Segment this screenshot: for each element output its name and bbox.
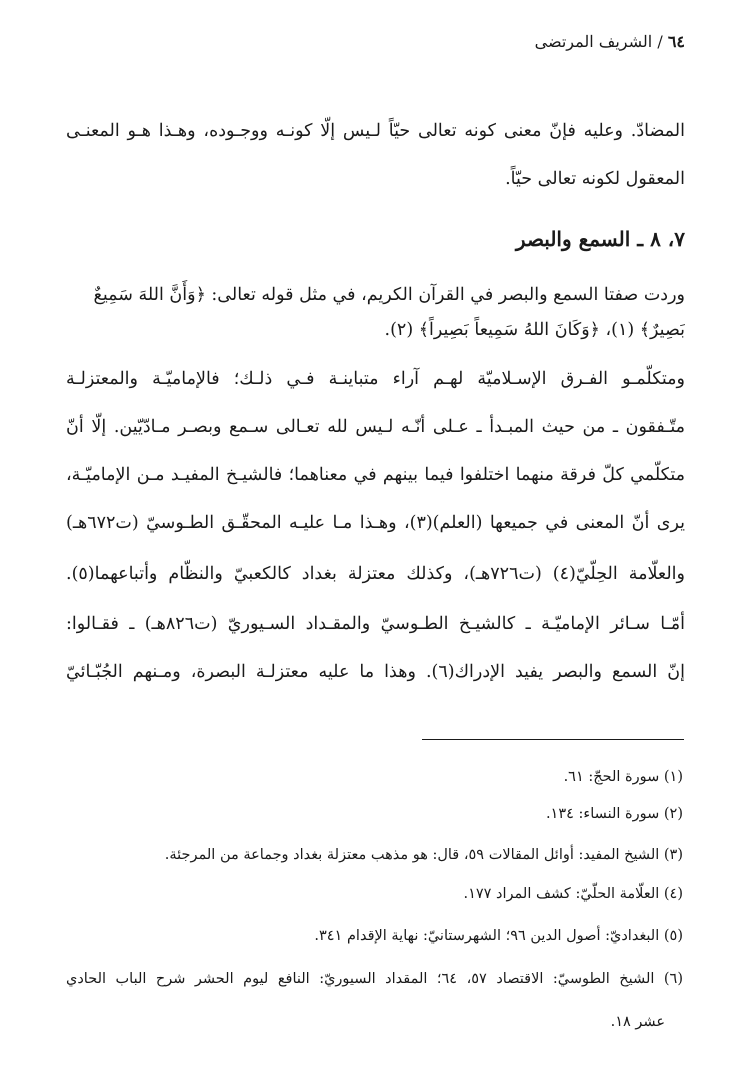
body-line: متكلّمي كلّ فرقة منهما اختلفوا فيما بينهم في معناهما؛ فالشيـخ المفيـد مـن الإماميّـة، <box>66 465 685 485</box>
body-line: وردت صفتا السمع والبصر في القرآن الكريم، في مثل قوله تعالى: ﴿وَأَنَّ اللهَ سَمِيعٌ <box>93 285 685 305</box>
body-line: يرى أنّ المعنى في جميعها (العلم)(٣)، وهـذا مـا عليـه المحقّـق الطـوسيّ (ت٦٧٢هـ) <box>66 513 685 533</box>
footnote: (٥) البغداديّ: أصول الدين ٩٦؛ الشهرستانيّ: نهاية الإقدام ٣٤١. <box>314 928 683 944</box>
body-line: المعقول لكونه تعالى حيّاً. <box>505 169 685 189</box>
header-separator: / <box>657 32 663 51</box>
body-line: ومتكلّمـو الفـرق الإسـلاميّة لهـم آراء متباينـة فـي ذلـك؛ فالإماميّـة والمعتزلـة <box>66 369 685 389</box>
footnote-continuation: عشر ١٨. <box>610 1014 665 1030</box>
body-line: إنّ السمع والبصر يفيد الإدراك(٦). وهذا ما عليه معتزلـة البصرة، ومـنهم الجُبّـائيّ <box>66 662 685 682</box>
page-number: ٦٤ <box>667 32 685 51</box>
footnote: (٢) سورة النساء: ١٣٤. <box>545 806 683 822</box>
body-line: المضادّ. وعليه فإنّ معنى كونه تعالى حيّاً لـيس إلّا كونـه ووجـوده، وهـذا هـو المعنـى <box>66 121 685 141</box>
section-heading: ٧، ٨ ـ السمع والبصر <box>515 227 685 251</box>
footnote-separator <box>422 739 684 740</box>
body-line: بَصِيرٌ﴾ (١)، ﴿وَكَانَ اللهُ سَمِيعاً بَصِيراً﴾ (٢). <box>384 320 685 340</box>
body-line: أمّـا سـائر الإماميّـة ـ كالشيـخ الطـوسيّ والمقـداد السـيوريّ (ت٨٢٦هـ) ـ فقـالوا: <box>66 614 685 634</box>
footnote: (٣) الشيخ المفيد: أوائل المقالات ٥٩، قال: هو مذهب معتزلة بغداد وجماعة من المرجئة. <box>164 847 683 863</box>
body-line: متّـفقون ـ من حيث المبـدأ ـ عـلى أنّـه لـيس لله تعـالى سـمع وبصـر مـادّيّين. إلّا أنّ <box>66 417 685 437</box>
running-title: الشريف المرتضى <box>534 32 653 51</box>
footnote: (٦) الشيخ الطوسيّ: الاقتصاد ٥٧، ٦٤؛ المقداد السيوريّ: النافع ليوم الحشر شرح الباب الحادي <box>66 971 683 987</box>
footnote: (٤) العلّامة الحلّيّ: كشف المراد ١٧٧. <box>463 886 683 902</box>
running-header <box>66 32 685 58</box>
body-line: والعلّامة الحِلّيّ(٤) (ت٧٢٦هـ)، وكذلك معتزلة بغداد كالكعبيّ والنظّام وأتباعهما(٥). <box>66 564 685 584</box>
footnote: (١) سورة الحجّ: ٦١. <box>563 769 683 785</box>
